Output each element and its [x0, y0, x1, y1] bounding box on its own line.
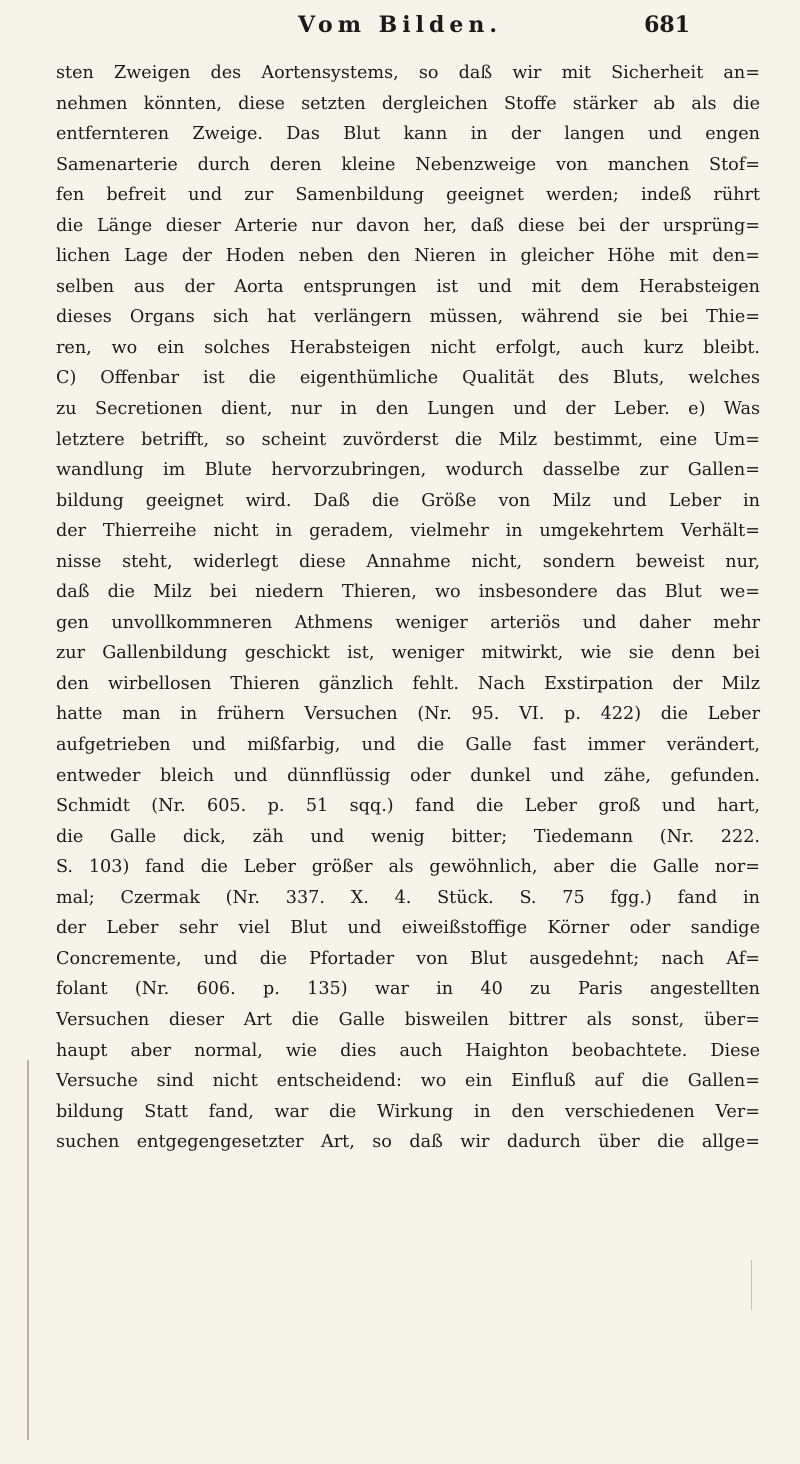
text-line: nehmen könnten, diese setzten dergleichen Stoffe stärker ab als die — [56, 93, 760, 114]
text-line: gen unvollkommneren Athmens weniger arteriös und daher mehr — [56, 612, 760, 633]
text-line: aufgetrieben und mißfarbig, und die Galle fast immer verändert, — [56, 735, 760, 756]
body-text — [56, 58, 760, 1158]
text-line: entweder bleich und dünnflüssig oder dunkel und zähe, gefunden. — [56, 765, 760, 786]
text-line: wandlung im Blute hervorzubringen, wodurch dasselbe zur Gallen= — [56, 460, 760, 481]
text-line: selben aus der Aorta entsprungen ist und mit dem Herabsteigen — [56, 276, 760, 297]
page-header — [0, 10, 800, 52]
text-line: letztere betrifft, so scheint zuvörderst die Milz bestimmt, eine Um= — [56, 429, 760, 450]
text-line: bildung Statt fand, war die Wirkung in den verschiedenen Ver= — [56, 1101, 760, 1122]
page-edge-mark — [751, 1260, 752, 1310]
text-line: Schmidt (Nr. 605. p. 51 sqq.) fand die Leber groß und hart, — [56, 796, 760, 817]
text-line: Concremente, und die Pfortader von Blut ausgedehnt; nach Af= — [56, 948, 760, 969]
text-line: Samenarterie durch deren kleine Nebenzweige von manchen Stof= — [56, 154, 760, 175]
text-line: Versuche sind nicht entscheidend: wo ein Einfluß auf die Gallen= — [56, 1071, 760, 1092]
text-line: die Länge dieser Arterie nur davon her, daß diese bei der ursprüng= — [56, 215, 760, 236]
text-line: zur Gallenbildung geschickt ist, weniger mitwirkt, wie sie denn bei — [56, 643, 760, 664]
text-line: der Thierreihe nicht in geradem, vielmehr in umgekehrtem Verhält= — [56, 521, 760, 542]
page-number: 681 — [644, 12, 690, 38]
text-line: lichen Lage der Hoden neben den Nieren in gleicher Höhe mit den= — [56, 246, 760, 267]
text-line: suchen entgegengesetzter Art, so daß wir dadurch über die allge= — [56, 1132, 760, 1153]
text-line: Versuchen dieser Art die Galle bisweilen bittrer als sonst, über= — [56, 1009, 760, 1030]
text-line: nisse steht, widerlegt diese Annahme nicht, sondern beweist nur, — [56, 551, 760, 572]
text-line: der Leber sehr viel Blut und eiweißstoffige Körner oder sandige — [56, 918, 760, 939]
text-line: die Galle dick, zäh und wenig bitter; Tiedemann (Nr. 222. — [56, 826, 760, 847]
text-line: folant (Nr. 606. p. 135) war in 40 zu Paris angestellten — [56, 979, 760, 1000]
text-line: entfernteren Zweige. Das Blut kann in der langen und engen — [56, 124, 760, 145]
text-line: sten Zweigen des Aortensystems, so daß wir mit Sicherheit an= — [56, 63, 760, 83]
running-title: Vom Bilden. — [297, 12, 502, 38]
text-line: fen befreit und zur Samenbildung geeignet werden; indeß rührt — [56, 185, 760, 206]
margin-rule — [27, 1060, 29, 1440]
text-line: hatte man in frühern Versuchen (Nr. 95. VI. p. 422) die Leber — [56, 704, 760, 725]
text-line: S. 103) fand die Leber größer als gewöhnlich, aber die Galle nor= — [56, 857, 760, 878]
text-line: haupt aber normal, wie dies auch Haighton beobachtete. Diese — [56, 1040, 760, 1061]
text-line: zu Secretionen dient, nur in den Lungen und der Leber. e) Was — [56, 399, 760, 420]
text-line: C) Offenbar ist die eigenthümliche Qualität des Bluts, welches — [56, 368, 760, 389]
text-line: ren, wo ein solches Herabsteigen nicht erfolgt, auch kurz bleibt. — [56, 337, 760, 358]
text-line: daß die Milz bei niedern Thieren, wo insbesondere das Blut we= — [56, 582, 760, 603]
text-line: bildung geeignet wird. Daß die Größe von Milz und Leber in — [56, 490, 760, 511]
text-line: den wirbellosen Thieren gänzlich fehlt. Nach Exstirpation der Milz — [56, 673, 760, 694]
text-line: dieses Organs sich hat verlängern müssen, während sie bei Thie= — [56, 307, 760, 328]
text-line: mal; Czermak (Nr. 337. X. 4. Stück. S. 75 fgg.) fand in — [56, 887, 760, 908]
